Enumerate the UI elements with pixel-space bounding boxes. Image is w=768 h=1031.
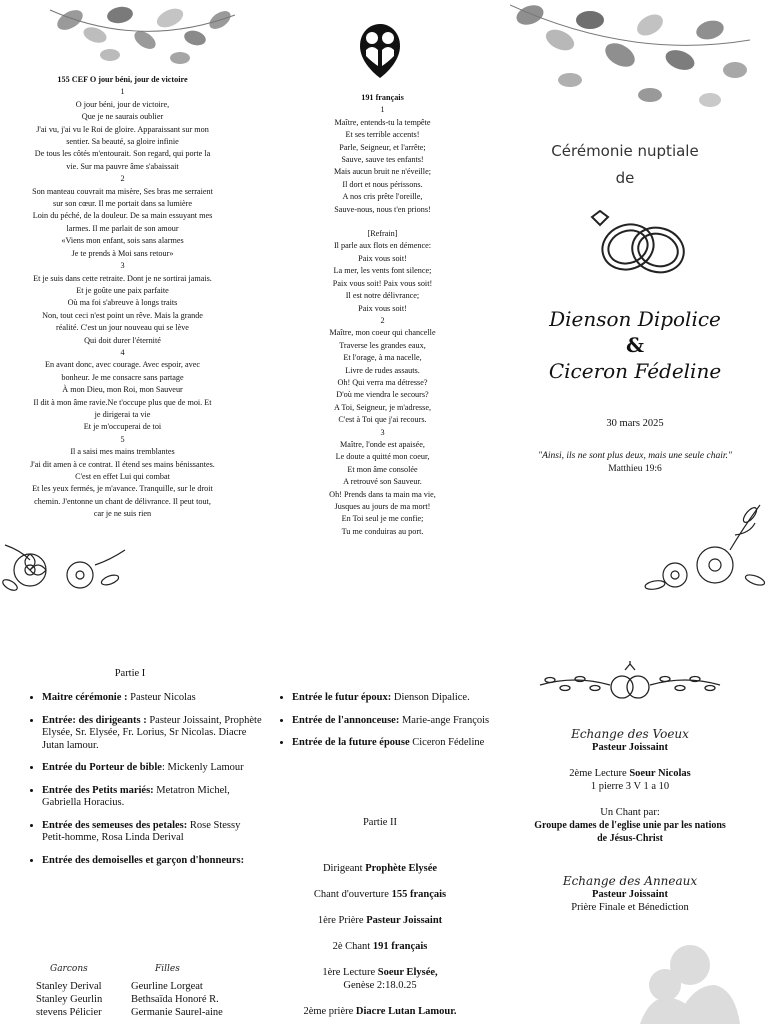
hymn-line: En Toi seul je me confie; <box>341 514 424 524</box>
hymn-line: Tu me conduiras au port. <box>341 526 424 536</box>
hymn-line: Maître, entends-tu la tempête <box>334 117 431 127</box>
part2-row <box>270 862 490 875</box>
hymn-line: La mer, les vents font silence; <box>333 266 432 276</box>
vows-title: Echange des Voeux <box>571 727 689 741</box>
part2-row-person: Diacre Lutan Lamour. <box>355 1006 457 1017</box>
wedding-date: 30 mars 2025 <box>606 418 664 429</box>
hymn-line: En avant donc, avec courage. Avec espoir, avec bonheur. Je me consacre sans partage <box>44 360 200 382</box>
program-item <box>42 762 265 775</box>
bride-name: Ciceron Fédeline <box>548 359 722 383</box>
hymn-line: Parle, Seigneur, et l'arrête; <box>339 142 426 152</box>
program-item-role: Maitre cérémonie : <box>42 692 128 703</box>
hymn-line: Traverse les grandes eaux, <box>339 340 426 350</box>
hymn-line: Et les yeux fermés, je m'avance. Tranquille, sur le droit chemin. J'entonne un chant de délivrance. Il peut tout, car je ne suis rien <box>32 484 213 519</box>
hymn-line: Oh! Qui verra ma détresse? <box>337 377 428 387</box>
hymn-line: Non, tout ceci n'est point un rêve. Mais la grande réalité. C'est un jour nouveau qui se lève <box>42 310 203 333</box>
chant-label: Un Chant par: <box>600 807 660 818</box>
part2-row-label: Dirigeant <box>322 863 366 874</box>
program-item-names: Marie-ange François <box>399 714 490 726</box>
part2-row <box>270 914 490 927</box>
program-item-role: Entrée du Porteur de bible <box>42 762 162 773</box>
part2-row-person: Prophète Elysée <box>365 863 438 874</box>
final-prayer: Prière Finale et Bénediction <box>571 902 689 913</box>
leaf-decoration-top-left <box>40 0 240 70</box>
groom-name: Dienson Dipolice <box>549 307 721 331</box>
second-reading <box>530 767 730 780</box>
hymn-line: Livre de rudes assauts. <box>345 365 420 375</box>
part1-list <box>30 692 265 877</box>
program-item-names: Rose Stessy Petit-homme, Rosa Linda Derival <box>42 819 241 843</box>
chant-performer: Groupe dames de l'eglise unie par les nations de Jésus-Christ <box>534 820 726 844</box>
program-item-role: Entrée de l'annonceuse: <box>292 714 400 726</box>
honour-party <box>36 964 266 1019</box>
program-item <box>42 820 265 845</box>
cover-title <box>540 138 710 192</box>
hymn-line: A Toi, Seigneur, je m'adresse, <box>333 402 432 412</box>
attendant-name: Stanley Derival <box>36 981 102 992</box>
hymn-line: De tous les côtés m'entourait. Son regard, qui porte la vie. Sur ma pauvre âme s'abaissait <box>34 149 211 171</box>
hymn-line: Que je ne saurais oublier <box>81 112 164 122</box>
program-item-role: Entrée des Petits mariés: <box>42 784 154 796</box>
hymn-line: O jour béni, jour de victoire, <box>75 99 170 109</box>
hymn-line: Loin du péché, de la douleur. De sa main essuyant mes larmes. Il me parlait de son amour <box>32 211 213 233</box>
attendant-name: stevens Pélicier <box>36 1007 102 1018</box>
hymn-line: A nos cris prête l'oreille, <box>342 192 423 202</box>
hymn-line: Mais aucun bruit ne n'éveille; <box>334 167 431 177</box>
program-item-role: Entrée des semeuses des petales: <box>42 819 188 831</box>
hymn-line: 4 <box>120 347 125 357</box>
hymn-line: 1 <box>380 105 385 115</box>
program-item <box>42 715 265 753</box>
quote-reference: Matthieu 19:6 <box>608 464 662 474</box>
scripture-quote <box>515 450 755 476</box>
hymn-line: Et je suis dans cette retraite. Dont je ne sortirai jamais. Et je goûte une paix parfaite <box>33 273 212 295</box>
program-item-names: Metatron Michel, Gabriella Horacius. <box>42 784 230 808</box>
part2-row-label: 1ère Prière <box>317 915 367 926</box>
flower-decoration-bottom-right <box>635 495 768 595</box>
hymn-line: Le doute a quitté mon coeur, <box>335 452 430 462</box>
program-item-role: Entrée le futur époux: <box>292 692 392 703</box>
hymn-line: Paix vous soit! <box>358 303 407 313</box>
program-item <box>292 715 500 728</box>
hymn-lines <box>300 104 465 538</box>
second-reading-reader: Soeur Nicolas <box>629 768 691 779</box>
rings-title: Echange des Anneaux <box>562 874 698 888</box>
part2-list <box>270 862 490 1031</box>
hymn-line: D'où me viendra le secours? <box>336 390 429 400</box>
program-item-names: Pasteur Nicolas <box>127 692 196 703</box>
rings-officiant: Pasteur Joissaint <box>592 889 668 900</box>
filles-label: Filles <box>155 964 180 974</box>
hymn-line: Il a saisi mes mains tremblantes <box>70 447 175 457</box>
hymn-line: 2 <box>380 315 385 325</box>
part2-row-label: Chant d'ouverture <box>313 889 392 900</box>
couple-illustration <box>620 940 740 1024</box>
part2-row <box>270 940 490 953</box>
part2-row-person: 191 français <box>372 941 428 952</box>
wedding-rings-icon <box>578 205 698 280</box>
part2-row-label: 1ère Lecture <box>322 967 378 978</box>
program-item <box>292 737 500 750</box>
hymn-line: C'est à Toi que j'ai recours. <box>338 415 427 425</box>
hymn-line: 3 <box>120 261 125 271</box>
hymn-line: Sauve, sauve tes enfants! <box>341 155 424 165</box>
title-line-2: de <box>615 169 635 187</box>
hymn-line: J'ai dit amen à ce contrat. Il étend ses mains bénissantes. C'est en effet Lui qui combat <box>30 459 215 481</box>
hymn-line: Oh! Prends dans ta main ma vie, <box>329 489 436 499</box>
hymn-line: 1 <box>120 87 125 97</box>
hymn-191 <box>300 92 465 538</box>
hymn-line: J'ai vu, j'ai vu le Roi de gloire. Apparaissant sur mon sentier. Sa beauté, sa gloire infinie <box>36 124 209 147</box>
attendant-name: Stanley Geurlin <box>36 994 103 1005</box>
rings-divider-icon <box>535 660 725 705</box>
hymn-line: Où ma foi s'abreuve à longs traits <box>67 298 178 308</box>
part2-row-person: Pasteur Joissaint <box>366 915 443 926</box>
program-item-names: : Mickenly Lamour <box>161 762 244 773</box>
hymn-line: 3 <box>380 427 385 437</box>
program-item <box>42 855 265 868</box>
part2-heading: Partie II <box>362 817 398 828</box>
program-item-names: Dienson Dipalice. <box>391 692 470 703</box>
hymn-line: [Refrain] <box>367 229 398 239</box>
part2-row-person: 155 français <box>391 889 447 900</box>
quote-text: "Ainsi, ils ne sont plus deux, mais une seule chair." <box>538 451 732 461</box>
hymn-line: Et l'orage, à ma nacelle, <box>343 353 422 363</box>
hymn-line <box>300 216 465 228</box>
attendant-name: Germanie Saurel-aine <box>131 1007 223 1018</box>
program-item <box>42 785 265 810</box>
part1-heading: Partie I <box>114 668 146 679</box>
couple-silhouette-icon <box>352 20 408 80</box>
hymn-line: Sauve-nous, nous t'en prions! <box>334 204 431 214</box>
second-reading-reference: 1 pierre 3 V 1 a 10 <box>590 781 670 792</box>
second-reading-label: 2ème Lecture <box>569 768 630 779</box>
hymn-title: 191 français <box>361 93 404 102</box>
hymn-line: Il dort et nous périssons. <box>342 179 423 189</box>
part2-row-label: 2ème prière <box>303 1006 356 1017</box>
hymn-line: Son manteau couvrait ma misère, Ses bras me serraient sur son cœur. Il me portait dans sa lumière <box>32 186 213 209</box>
hymn-lines <box>30 86 215 520</box>
couple-names <box>525 306 745 384</box>
garcons-label: Garcons <box>50 964 88 974</box>
hymn-line: Il parle aux flots en démence: <box>333 241 432 251</box>
program-item <box>292 692 500 705</box>
program-item-role: Entrée: des dirigeants : <box>42 714 147 726</box>
hymn-155 <box>30 74 215 521</box>
hymn-line: 5 <box>120 434 125 444</box>
hymn-line: Il est notre délivrance; <box>345 291 420 301</box>
hymn-line: Maître, mon coeur qui chancelle <box>329 328 436 338</box>
hymn-line: Paix vous soit! Paix vous soit! <box>332 278 433 288</box>
part2-row <box>270 966 490 992</box>
attendant-name: Bethsaïda Honoré R. <box>131 994 219 1005</box>
hymn-title: 155 CEF O jour béni, jour de victoire <box>57 75 188 84</box>
hymn-line: «Viens mon enfant, sois sans alarmes <box>61 236 184 246</box>
ampersand: & <box>625 333 645 357</box>
program-item-role: Entrée de la future épouse <box>292 737 410 748</box>
hymn-line: À mon Dieu, mon Roi, mon Sauveur <box>62 385 183 395</box>
program-item <box>42 692 265 705</box>
hymn-line: Il dit à mon âme ravie.Ne t'occupe plus que de moi. Et je dirigerai ta vie <box>33 397 212 419</box>
program-item-names: Ciceron Fédeline <box>409 737 485 748</box>
part2-row <box>270 1005 490 1018</box>
flower-decoration-bottom-left <box>0 520 130 595</box>
hymn-line: 2 <box>120 174 125 184</box>
hymn-line: Je te prends à Moi sans retour» <box>71 248 174 258</box>
hymn-line: Jusques au jours de ma mort! <box>334 502 431 511</box>
attendant-name: Geurline Lorgeat <box>131 981 203 992</box>
filles-list <box>131 980 261 1019</box>
hymn-line: Et mon âme consolée <box>347 464 418 474</box>
part2-row <box>270 888 490 901</box>
hymn-line: Et je m'occuperai de toi <box>83 422 162 432</box>
hymn-line: A retrouvé son Sauveur. <box>343 477 422 487</box>
part3-section <box>530 728 730 914</box>
vows-officiant: Pasteur Joissaint <box>592 742 668 753</box>
hymn-line: Et ses terrible accents! <box>345 130 420 140</box>
leaf-decoration-top-right <box>510 0 750 115</box>
hymn-line: Maître, l'onde est apaisée, <box>340 439 425 449</box>
title-line-1: Cérémonie nuptiale <box>551 142 699 160</box>
program-item-names: Pasteur Joissaint, Prophète Elysée, Sr. Elysée, Fr. Lorius, Sr Nicolas. Diacre Jutan lamour. <box>42 714 262 751</box>
hymn-line: Paix vous soit! <box>358 253 407 263</box>
part2-row-person: Soeur Elysée, <box>377 967 438 978</box>
program-item-role: Entrée des demoiselles et garçon d'honneurs: <box>42 854 245 866</box>
garcons-list <box>36 980 131 1019</box>
part2-row-label: 2è Chant <box>332 941 373 952</box>
hymn-line: Qui doit durer l'éternité <box>84 335 161 345</box>
part2-row-reference: Genèse 2:18.0.25 <box>343 980 417 991</box>
part1-continued-list <box>280 692 500 760</box>
